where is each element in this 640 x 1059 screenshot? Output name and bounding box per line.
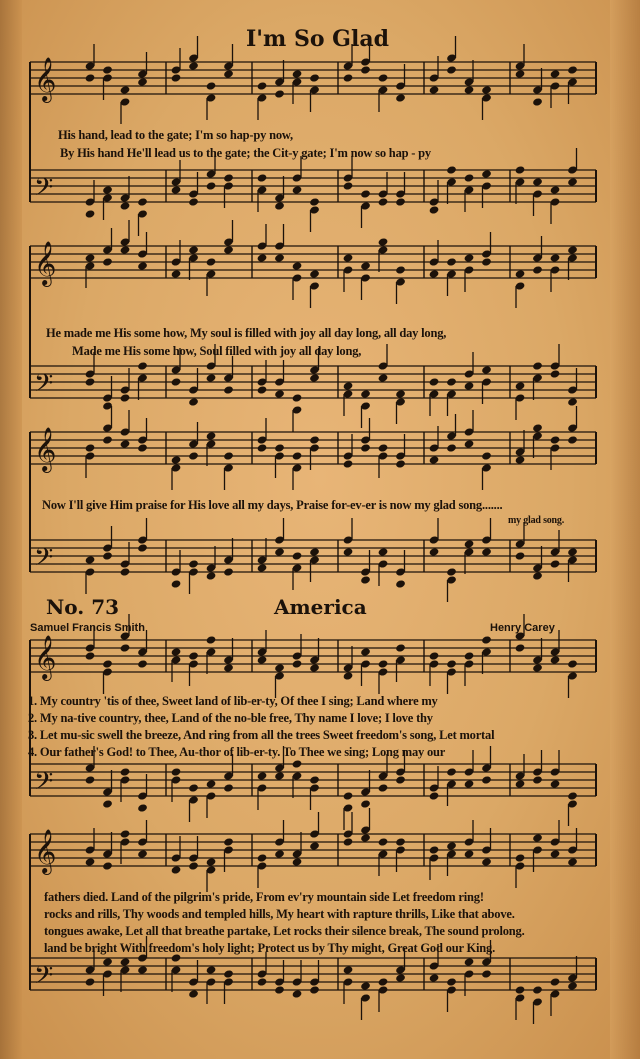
note-head	[378, 443, 389, 452]
note-head	[85, 977, 96, 986]
note-head	[429, 269, 440, 278]
note-head	[206, 257, 217, 266]
note-head	[171, 73, 182, 82]
note-head	[343, 547, 354, 556]
note-head	[446, 377, 457, 386]
note-head	[360, 833, 371, 842]
note-head	[360, 189, 371, 198]
note-head	[206, 571, 217, 580]
note-head	[360, 389, 371, 398]
note-head	[102, 957, 113, 966]
composer: Henry Carey	[490, 622, 555, 634]
note-head	[481, 365, 492, 374]
note-head	[395, 775, 406, 784]
note-head	[120, 567, 131, 576]
note-head	[481, 857, 492, 866]
note-head	[515, 779, 526, 788]
note-head	[515, 985, 526, 994]
note-head	[360, 65, 371, 74]
verse-line: 1. My country 'tis of thee, Sweet land of lib-er-ty, Of thee I sing; Land where my	[28, 694, 438, 708]
note-head	[532, 265, 543, 274]
note-head	[378, 783, 389, 792]
lyric-line: He made me His some how, My soul is filled with joy all day long, all day long,	[46, 326, 447, 340]
note-head	[515, 69, 526, 78]
note-head	[446, 659, 457, 668]
note-head	[481, 775, 492, 784]
note-head	[429, 791, 440, 800]
note-head	[378, 977, 389, 986]
note-head	[120, 957, 131, 966]
note-head	[223, 969, 234, 978]
note-head	[343, 965, 354, 974]
note-head	[567, 981, 578, 990]
note-head	[343, 791, 354, 800]
note-head	[292, 69, 303, 78]
note-head	[567, 245, 578, 254]
hymn-number: No. 73	[46, 595, 120, 619]
note-head	[343, 253, 354, 262]
note-head	[206, 965, 217, 974]
note-head	[309, 197, 320, 206]
note-head	[446, 443, 457, 452]
note-head	[171, 269, 182, 278]
note-head	[274, 201, 285, 210]
note-head	[395, 265, 406, 274]
note-head	[464, 957, 475, 966]
note-head	[429, 85, 440, 94]
note-head	[188, 397, 199, 406]
note-head	[550, 779, 561, 788]
note-head	[532, 833, 543, 842]
note-head	[532, 177, 543, 186]
note-head	[481, 969, 492, 978]
note-head	[567, 659, 578, 668]
note-head	[137, 543, 148, 552]
note-head	[188, 651, 199, 660]
note-head	[274, 253, 285, 262]
note-head	[120, 829, 131, 838]
note-head	[188, 451, 199, 460]
verse-line: 2. My na-tive country, thee, Land of the no-ble free, Thy name I love; I love thy	[28, 711, 433, 725]
note-head	[292, 857, 303, 866]
note-head	[360, 575, 371, 584]
note-head	[206, 431, 217, 440]
lyric-line: Now I'll give Him praise for His love all my days, Praise for-ev-er is now my glad song.......	[42, 498, 503, 512]
note-head	[120, 767, 131, 776]
note-head	[223, 69, 234, 78]
note-head	[343, 73, 354, 82]
note-head	[481, 257, 492, 266]
lyric-line: By His hand He'll lead us to the gate; the Cit-y gate; I'm now so hap - py	[60, 146, 431, 160]
note-head	[223, 783, 234, 792]
note-head	[567, 435, 578, 444]
note-head	[515, 455, 526, 464]
note-head	[85, 73, 96, 82]
note-head	[343, 837, 354, 846]
note-head	[378, 659, 389, 668]
note-head	[550, 435, 561, 444]
note-head	[102, 435, 113, 444]
note-head	[137, 443, 148, 452]
note-head	[137, 77, 148, 86]
note-head	[446, 977, 457, 986]
note-head	[481, 85, 492, 94]
treble-clef: 𝄞	[34, 635, 57, 679]
note-head	[223, 567, 234, 576]
note-head	[395, 459, 406, 468]
verse-line: fathers died. Land of the pilgrim's pride, From ev'ry mountain side Let freedom ring!	[44, 890, 484, 904]
note-head	[120, 245, 131, 254]
note-head	[274, 985, 285, 994]
note-head	[292, 451, 303, 460]
hymn-title: I'm So Glad	[246, 26, 389, 52]
note-head	[446, 257, 457, 266]
note-head	[292, 551, 303, 560]
note-head	[464, 381, 475, 390]
note-head	[292, 659, 303, 668]
note-head	[171, 185, 182, 194]
bass-clef: 𝄢	[34, 543, 54, 578]
note-head	[257, 563, 268, 572]
note-head	[378, 237, 389, 246]
note-head	[274, 443, 285, 452]
note-head	[188, 245, 199, 254]
note-head	[206, 373, 217, 382]
note-head	[257, 443, 268, 452]
lyric-line: His hand, lead to the gate; I'm so hap-py now,	[58, 128, 293, 142]
note-head	[395, 389, 406, 398]
note-head	[550, 977, 561, 986]
note-head	[481, 451, 492, 460]
note-head	[102, 799, 113, 808]
note-head	[550, 369, 561, 378]
note-head	[171, 377, 182, 386]
note-head	[429, 547, 440, 556]
note-head	[343, 381, 354, 390]
note-head	[292, 759, 303, 768]
note-head	[274, 389, 285, 398]
note-head	[85, 651, 96, 660]
verse-line: 3. Let mu-sic swell the breeze, And ring from all the trees Sweet freedom's song, Let mortal	[28, 728, 495, 742]
note-head	[360, 799, 371, 808]
note-head	[446, 567, 457, 576]
note-head	[206, 81, 217, 90]
note-head	[223, 663, 234, 672]
note-head	[550, 69, 561, 78]
note-head	[429, 845, 440, 854]
note-head	[274, 663, 285, 672]
note-head	[309, 547, 320, 556]
bass-clef: 𝄢	[34, 961, 54, 996]
note-head	[85, 775, 96, 784]
note-head	[464, 779, 475, 788]
note-head	[343, 181, 354, 190]
note-head	[137, 849, 148, 858]
note-head	[429, 377, 440, 386]
verse-line: 4. Our father's God! to Thee, Au-thor of lib-er-ty. To Thee we sing; Long may our	[28, 745, 446, 759]
note-head	[137, 659, 148, 668]
note-head	[85, 377, 96, 386]
note-head	[257, 655, 268, 664]
note-head	[257, 81, 268, 90]
note-head	[550, 655, 561, 664]
bass-clef: 𝄢	[34, 173, 54, 208]
note-head	[274, 547, 285, 556]
note-head	[446, 767, 457, 776]
note-head	[446, 65, 457, 74]
note-head	[120, 201, 131, 210]
note-head	[360, 647, 371, 656]
note-head	[309, 775, 320, 784]
note-head	[137, 197, 148, 206]
note-head	[102, 659, 113, 668]
note-head	[309, 985, 320, 994]
note-head	[515, 643, 526, 652]
note-head	[85, 443, 96, 452]
bass-clef: 𝄢	[34, 767, 54, 802]
note-head	[395, 837, 406, 846]
treble-clef: 𝄞	[34, 829, 57, 873]
note-head	[464, 849, 475, 858]
note-head	[515, 269, 526, 278]
verse-line: land be bright With freedom's holy light; Protect us by Thy might, Great God our King.	[44, 941, 496, 955]
note-head	[378, 547, 389, 556]
note-head	[292, 393, 303, 402]
note-head	[223, 173, 234, 182]
note-head	[343, 459, 354, 468]
note-head	[550, 559, 561, 568]
note-head	[464, 253, 475, 262]
note-head	[429, 651, 440, 660]
note-head	[464, 439, 475, 448]
note-head	[395, 197, 406, 206]
note-head	[102, 65, 113, 74]
note-head	[464, 85, 475, 94]
note-head	[481, 169, 492, 178]
note-head	[378, 837, 389, 846]
note-head	[395, 93, 406, 102]
note-head	[85, 209, 96, 218]
note-head	[532, 423, 543, 432]
note-head	[395, 973, 406, 982]
note-head	[223, 245, 234, 254]
note-head	[360, 981, 371, 990]
note-head	[550, 253, 561, 262]
note-head	[188, 559, 199, 568]
note-head	[481, 635, 492, 644]
note-head	[309, 663, 320, 672]
note-head	[464, 173, 475, 182]
note-head	[550, 185, 561, 194]
note-head	[206, 857, 217, 866]
note-head	[257, 173, 268, 182]
verse-line: rocks and rills, Thy woods and templed hills, My heart with rapture thrills, Like that above.	[44, 907, 515, 921]
note-head	[223, 451, 234, 460]
note-head	[446, 841, 457, 850]
note-head	[532, 775, 543, 784]
note-head	[360, 443, 371, 452]
note-head	[137, 965, 148, 974]
note-head	[567, 177, 578, 186]
note-head	[137, 361, 148, 370]
note-head	[188, 61, 199, 70]
bass-clef: 𝄢	[34, 369, 54, 404]
treble-clef: 𝄞	[34, 427, 57, 471]
note-head	[102, 257, 113, 266]
note-head	[378, 373, 389, 382]
note-head	[532, 97, 543, 106]
note-head	[515, 853, 526, 862]
note-head	[532, 663, 543, 672]
note-head	[274, 849, 285, 858]
note-head	[567, 791, 578, 800]
note-head	[171, 647, 182, 656]
note-head	[206, 779, 217, 788]
lyric-line: Made me His some how, Soul filled with joy all day long,	[72, 344, 362, 358]
note-head	[102, 861, 113, 870]
note-head	[188, 989, 199, 998]
note-head	[567, 65, 578, 74]
note-head	[395, 643, 406, 652]
note-head	[171, 865, 182, 874]
note-head	[343, 671, 354, 680]
note-head	[309, 435, 320, 444]
note-head	[395, 579, 406, 588]
note-head	[102, 551, 113, 560]
note-head	[515, 551, 526, 560]
note-head	[378, 73, 389, 82]
note-head	[532, 361, 543, 370]
note-head	[223, 385, 234, 394]
note-head	[309, 269, 320, 278]
note-head	[515, 381, 526, 390]
note-head	[429, 973, 440, 982]
note-head	[257, 853, 268, 862]
note-head	[429, 205, 440, 214]
note-head	[464, 651, 475, 660]
hymn-title: America	[274, 595, 367, 619]
note-head	[188, 861, 199, 870]
note-head	[292, 989, 303, 998]
note-head	[550, 849, 561, 858]
note-head	[85, 253, 96, 262]
note-head	[532, 571, 543, 580]
note-head	[171, 455, 182, 464]
note-head	[85, 555, 96, 564]
note-head	[274, 89, 285, 98]
note-head	[257, 385, 268, 394]
note-head	[567, 547, 578, 556]
note-head	[137, 803, 148, 812]
author: Samuel Francis Smith	[30, 622, 145, 634]
note-head	[137, 261, 148, 270]
note-head	[257, 977, 268, 986]
note-head	[567, 397, 578, 406]
note-head	[188, 783, 199, 792]
note-head	[378, 197, 389, 206]
note-head	[309, 841, 320, 850]
note-head	[206, 635, 217, 644]
note-head	[188, 197, 199, 206]
note-head	[567, 857, 578, 866]
note-head	[429, 455, 440, 464]
note-head	[464, 539, 475, 548]
treble-clef: 𝄞	[34, 57, 57, 101]
lyric-line: my glad song.	[508, 515, 565, 526]
note-head	[515, 165, 526, 174]
treble-clef: 𝄞	[34, 241, 57, 285]
note-head	[257, 771, 268, 780]
note-head	[120, 85, 131, 94]
note-head	[292, 185, 303, 194]
note-head	[292, 261, 303, 270]
note-head	[223, 837, 234, 846]
note-head	[120, 393, 131, 402]
note-head	[120, 643, 131, 652]
note-head	[102, 185, 113, 194]
note-head	[360, 261, 371, 270]
verse-line: tongues awake, Let all that breathe partake, Let rocks their silence break, The sound prolong.	[44, 924, 525, 938]
note-head	[85, 857, 96, 866]
note-head	[257, 253, 268, 262]
note-head	[446, 165, 457, 174]
note-head	[481, 547, 492, 556]
note-head	[309, 373, 320, 382]
note-head	[171, 579, 182, 588]
note-head	[171, 767, 182, 776]
note-head	[206, 181, 217, 190]
note-head	[120, 439, 131, 448]
note-head	[309, 73, 320, 82]
note-head	[532, 985, 543, 994]
note-head	[274, 771, 285, 780]
